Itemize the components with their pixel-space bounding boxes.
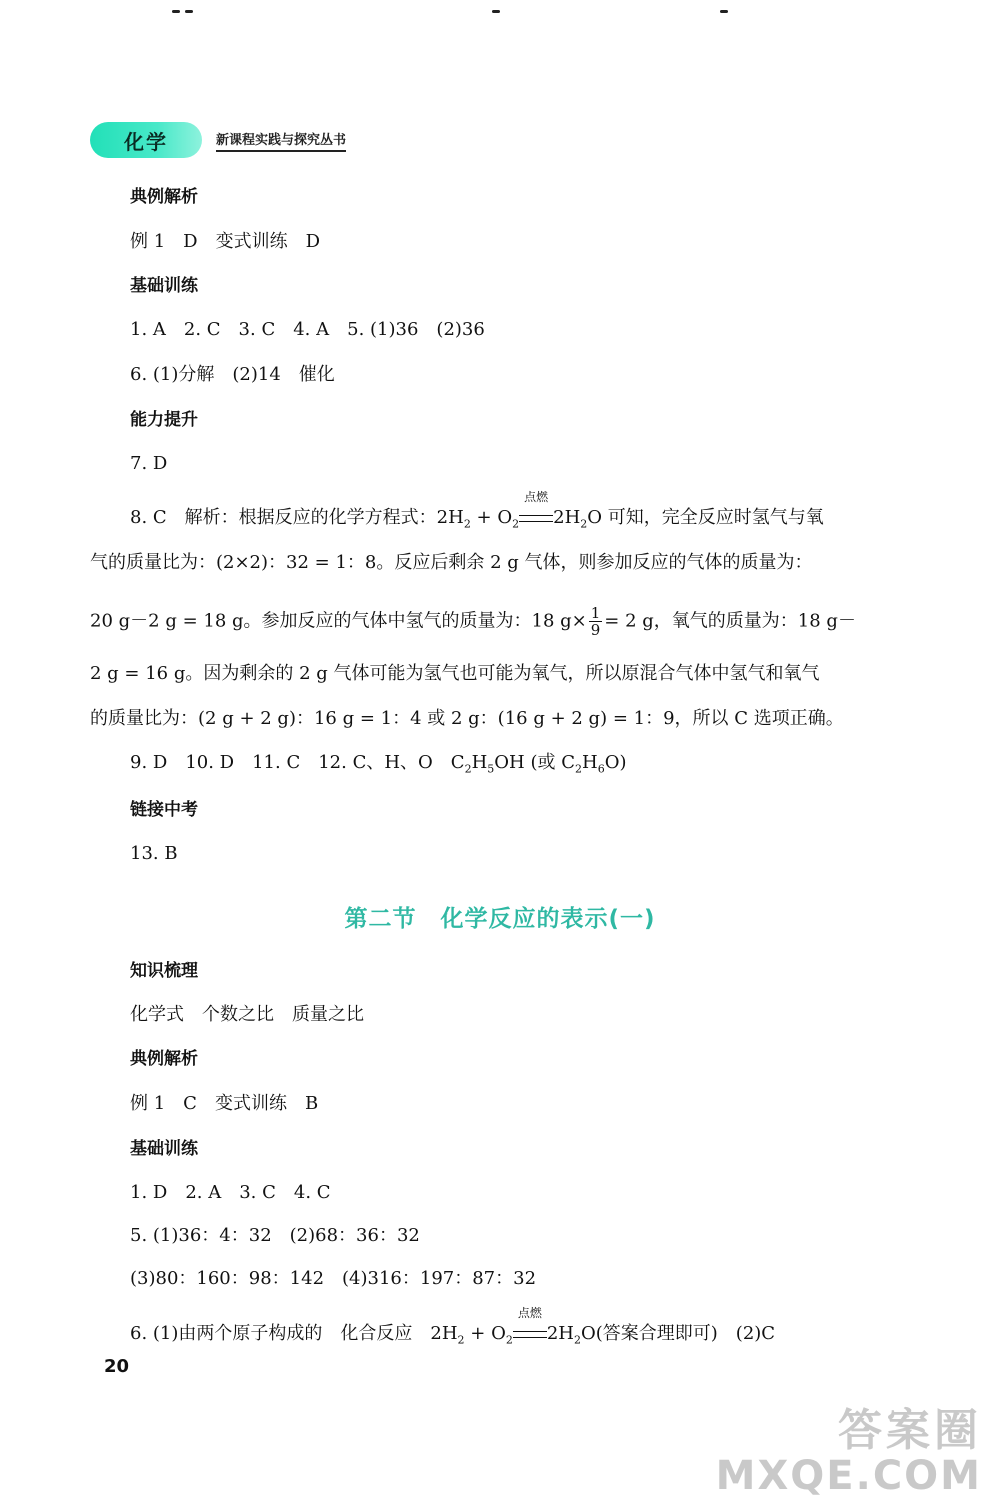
reaction-condition: 点燃 xyxy=(519,505,553,531)
heading-zhishi: 知识梳理 xyxy=(130,961,198,981)
section-title: 第二节 化学反应的表示(一) xyxy=(344,906,656,932)
answer-zhishi: 化学式 个数之比 质量之比 xyxy=(130,1004,364,1025)
answer-q8-line3: 20 g－2 g = 18 g。参加反应的气体中氢气的质量为：18 g× $\frac{1}{9}$ = 2 g，氧气的质量为：18 g－ xyxy=(90,604,856,639)
answer-jichu-2: 6. (1)分解 (2)14 催化 xyxy=(130,364,335,385)
answer-jichu2-1: 1. D 2. A 3. C 4. C xyxy=(130,1182,331,1203)
subject-badge: 化学 xyxy=(90,122,202,158)
answer-q8-line2: 气的质量比为：(2×2)：32 = 1：8。反应后剩余 2 g 气体，则参加反应的气体的质量为： xyxy=(90,552,813,573)
page-number: 20 xyxy=(104,1356,130,1377)
heading-nengli: 能力提升 xyxy=(130,410,198,430)
series-title: 新课程实践与探究丛书 xyxy=(216,129,346,152)
site-watermark: 答案圈 MXQE.COM xyxy=(715,1405,982,1499)
heading-jichu: 基础训练 xyxy=(130,276,198,296)
heading-lianjie: 链接中考 xyxy=(130,800,198,820)
answer-q8-line4: 2 g = 16 g。因为剩余的 2 g 气体可能为氢气也可能为氧气，所以原混合气体中氢气和氧气 xyxy=(90,663,820,684)
scan-artifacts xyxy=(0,10,1000,22)
answer-q8-line5: 的质量比为：(2 g + 2 g)：16 g = 1：4 或 2 g：(16 g + 2 g) = 1：9，所以 C 选项正确。 xyxy=(90,708,844,729)
answer-q9-12: 9. D 10. D 11. C 12. C、H、O $C_2H_5OH$ (或 $C_2H_6O$) xyxy=(130,752,627,776)
answer-q6-line: 6. (1)由两个原子构成的 化合反应 $2H_2 + O_2$ 点燃 $2H_2O$(答案合理即可) (2)C xyxy=(130,1306,776,1347)
answer-jichu-1: 1. A 2. C 3. C 4. A 5. (1)36 (2)36 xyxy=(130,319,485,340)
answer-jichu2-2: 5. (1)36：4：32 (2)68：36：32 xyxy=(130,1225,420,1246)
page-header xyxy=(90,122,346,158)
answer-dianli: 例 1 D 变式训练 D xyxy=(130,231,321,252)
answer-nengli-7: 7. D xyxy=(130,453,168,474)
heading-jichu-2: 基础训练 xyxy=(130,1139,198,1159)
fraction: $\frac{1}{9}$ xyxy=(590,604,601,639)
reaction-condition-2: 点燃 xyxy=(513,1321,547,1347)
answer-q8-line1: 8. C 解析：根据反应的化学方程式：$2H_2 + O_2$ 点燃 $2H_2O$ 可知，完全反应时氢气与氧 xyxy=(130,490,824,531)
answer-dianli-2: 例 1 C 变式训练 B xyxy=(130,1093,319,1114)
heading-dianli: 典例解析 xyxy=(130,187,198,207)
answer-lianjie-13: 13. B xyxy=(130,843,178,864)
heading-dianli-2: 典例解析 xyxy=(130,1049,198,1069)
answer-jichu2-3: (3)80：160：98：142 (4)316：197：87：32 xyxy=(130,1268,537,1289)
